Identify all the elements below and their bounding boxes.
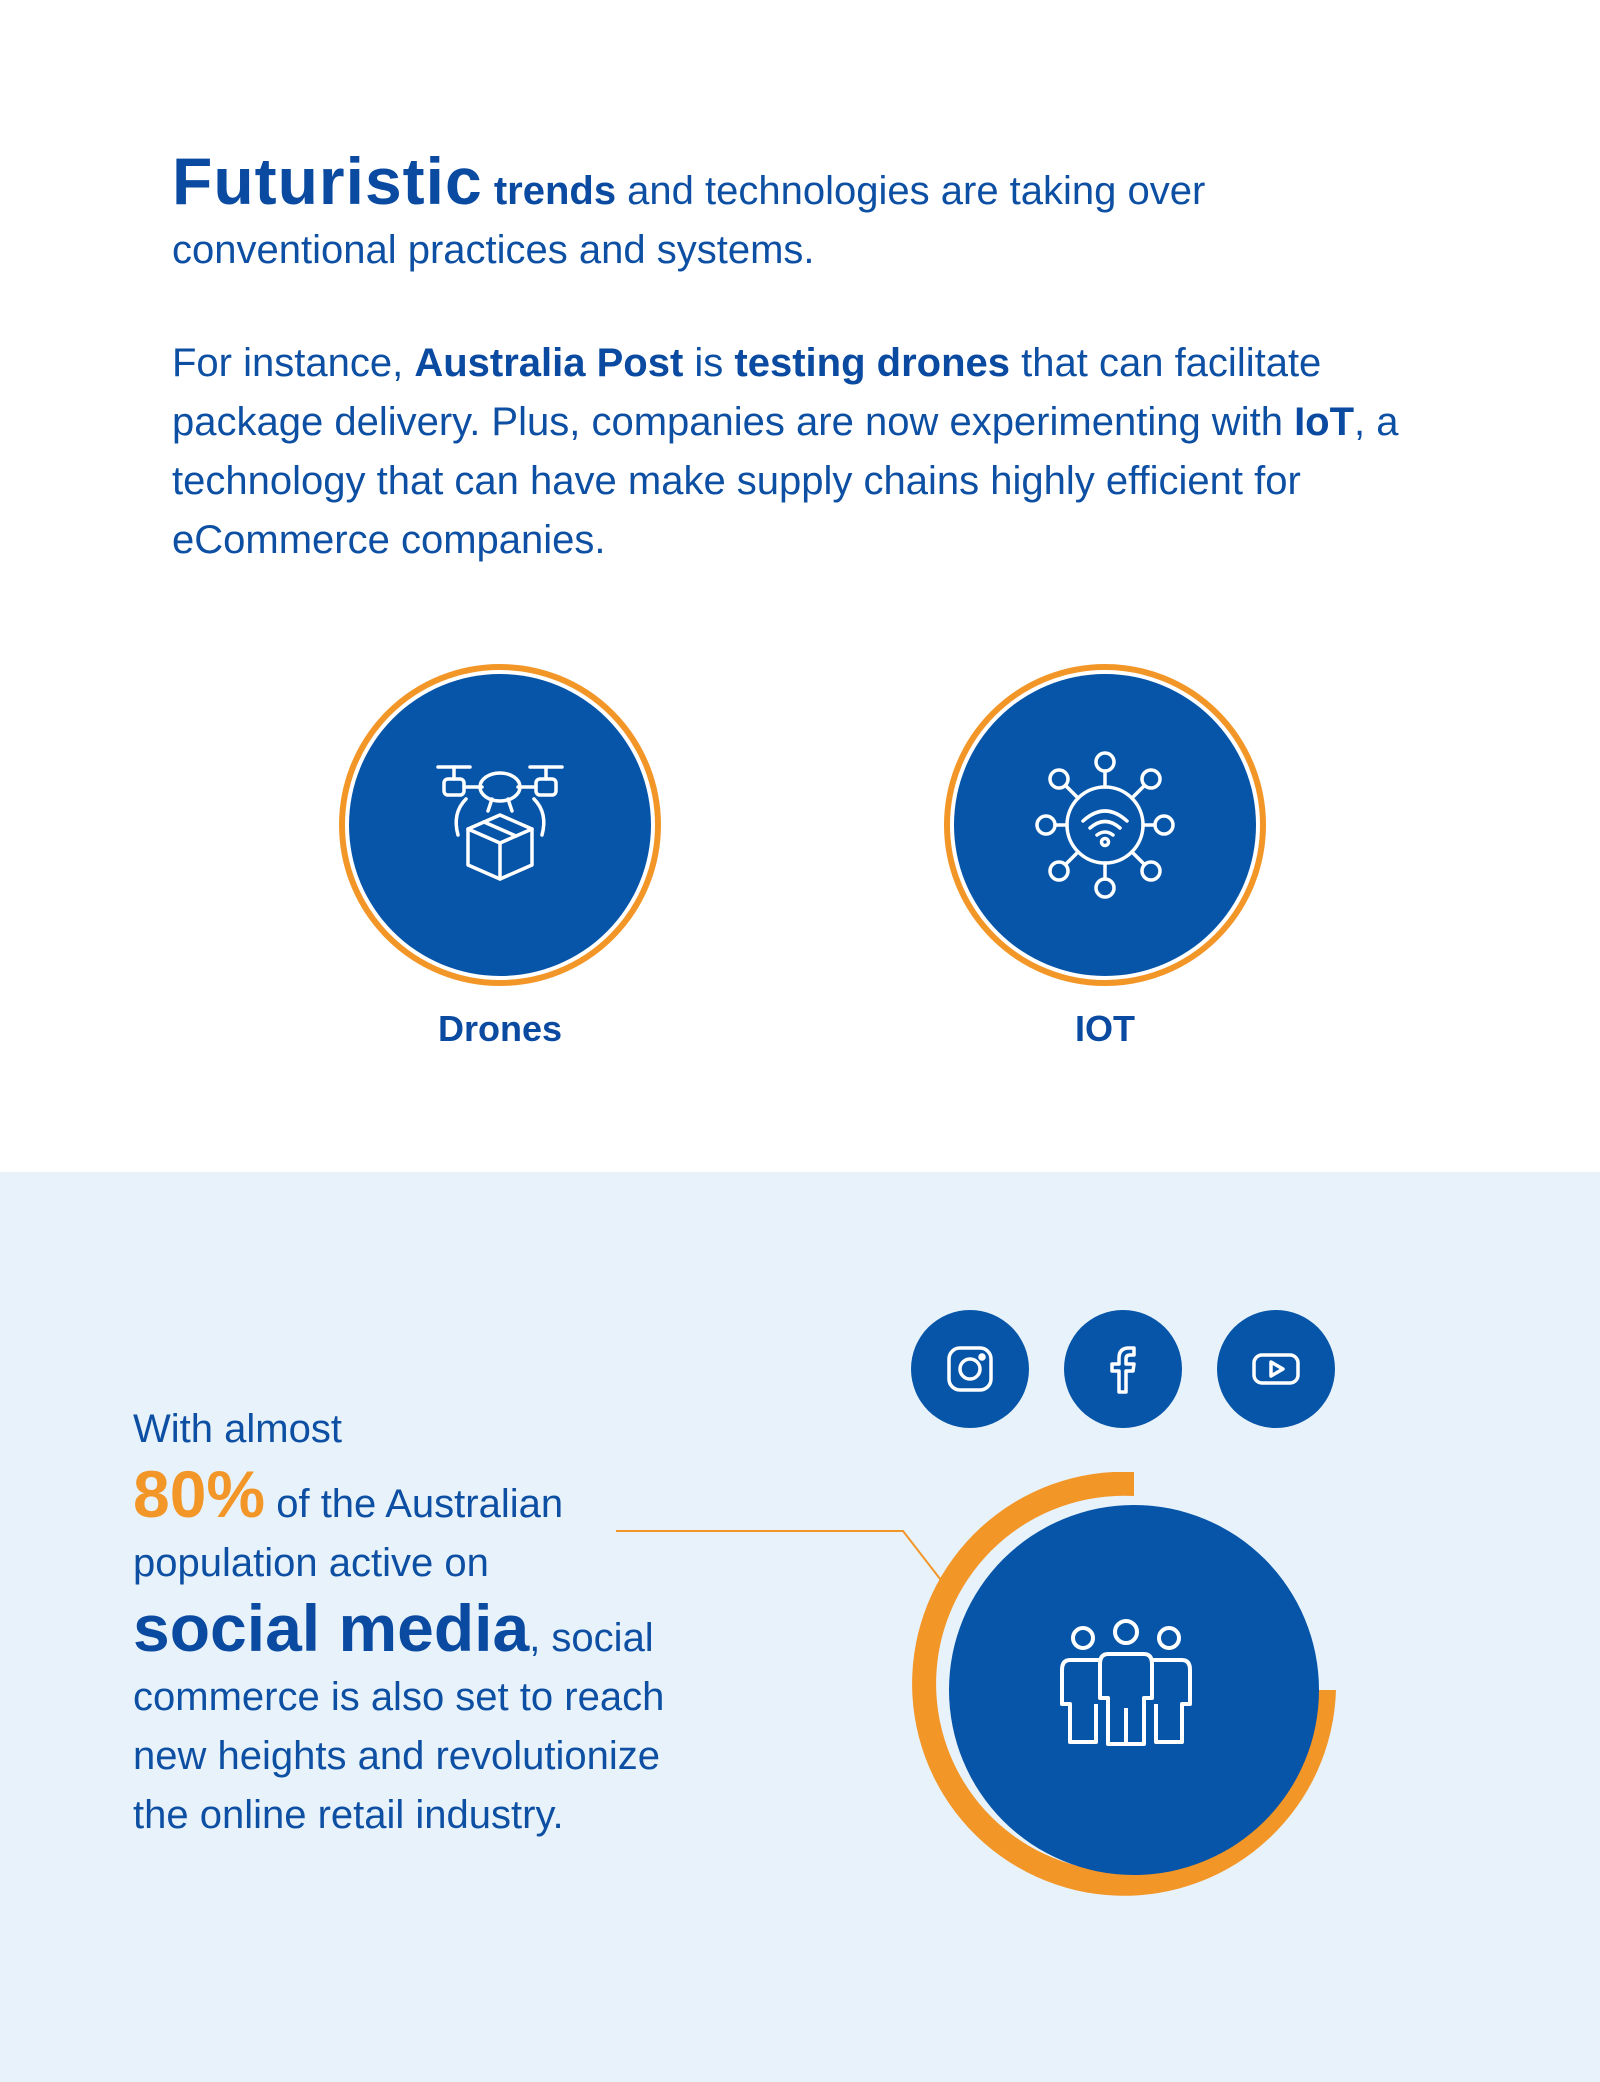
drones-disc (349, 674, 651, 976)
stat-line-5: commerce is also set to reach (133, 1675, 665, 1719)
stat-line-4: , social (529, 1616, 654, 1660)
stat-line-2: of the Australian (265, 1482, 564, 1526)
australia-post-text: Australia Post (414, 341, 684, 385)
iot-ring (944, 664, 1266, 986)
drones-ring (339, 664, 661, 986)
people-group-icon (1056, 1612, 1196, 1752)
para-text-3: that can facilitate package delivery. Plus, companies are now experimenting with (172, 341, 1322, 444)
para-text-2: is (683, 341, 735, 385)
iot-network-icon (1025, 745, 1185, 905)
stat-line-6: new heights and revolutionize (133, 1734, 661, 1778)
para-text-1: For instance, (172, 341, 415, 385)
intro-highlight: Futuristic (172, 144, 483, 218)
example-paragraph (172, 334, 1412, 570)
facebook-button[interactable] (1064, 1310, 1182, 1428)
stat-percentage: 80% (133, 1457, 266, 1531)
iot-text: IoT (1294, 400, 1355, 444)
stat-line-1: With almost (133, 1407, 342, 1451)
testing-drones-text: testing drones (734, 341, 1011, 385)
iot-disc (954, 674, 1256, 976)
stat-line-7: the online retail industry. (133, 1793, 564, 1837)
para-text-4: , a technology that can have make supply chains highly efficient for eCommerce companies. (172, 400, 1399, 562)
intro-line1: and technologies are taking over (616, 169, 1206, 213)
instagram-button[interactable] (911, 1310, 1029, 1428)
people-graphic (912, 1472, 1336, 1896)
social-stat-text (133, 1400, 753, 1845)
youtube-icon (1250, 1349, 1302, 1389)
stat-social-media: social media (133, 1591, 530, 1665)
facebook-icon (1103, 1342, 1143, 1396)
youtube-button[interactable] (1217, 1310, 1335, 1428)
instagram-icon (945, 1344, 995, 1394)
iot-feature (940, 664, 1270, 1050)
iot-label: IOT (1075, 1008, 1135, 1049)
stat-line-3: population active on (133, 1541, 489, 1585)
drones-label: Drones (437, 1008, 563, 1049)
intro-line2: conventional practices and systems. (172, 228, 815, 272)
drone-delivery-icon (430, 755, 570, 895)
drones-feature (335, 664, 665, 1050)
intro-bold: trends (493, 169, 617, 213)
intro-text (172, 144, 1412, 280)
